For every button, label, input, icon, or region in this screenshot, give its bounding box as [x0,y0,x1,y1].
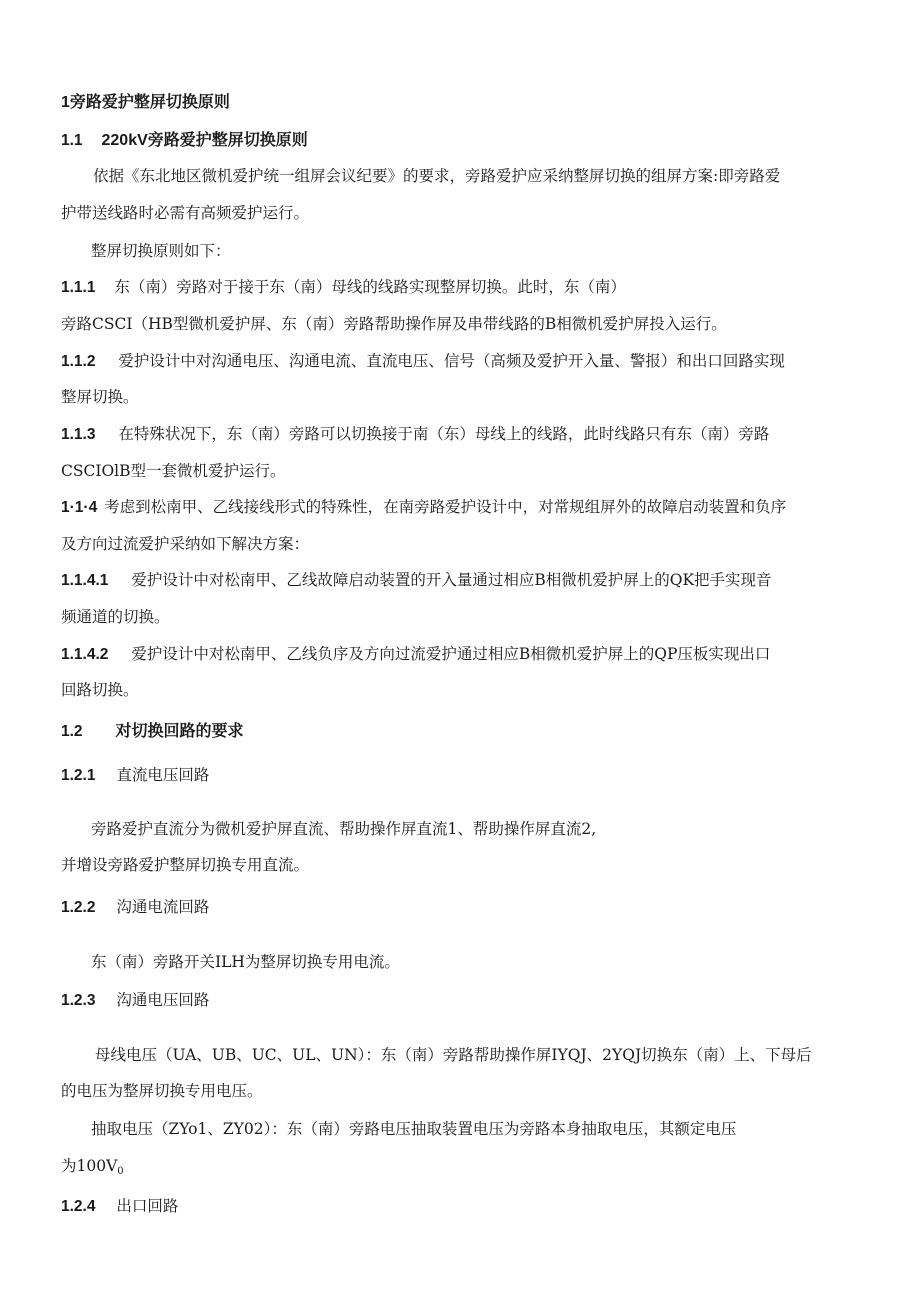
clause-1-1-2 [61,351,785,372]
paragraph-line: 的电压为整屏切换专用电压。 [61,1082,263,1100]
section-number: 1.1 [61,132,83,149]
subsection-number: 1.2.3 [61,992,96,1009]
clause-number: 1.1.3 [61,426,96,443]
paragraph-line: CSCIOlB型一套微机爱护运行。 [61,462,286,480]
subsection-1-2-1 [61,765,209,786]
paragraph-line: 依据《东北地区微机爱护统一组屏会议纪要》的要求，旁路爱护应采纳整屏切换的组屏方案:即旁路爱 [93,167,781,185]
clause-1-1-4-1 [61,570,772,591]
subsection-title: 沟通电流回路 [116,898,210,916]
subsection-1-2-3 [61,990,209,1011]
paragraph-line: 旁路爱护直流分为微机爱护屏直流、帮助操作屏直流1、帮助操作屏直流2, [91,820,597,838]
clause-1-1-4 [61,497,786,518]
subsection-title: 出口回路 [116,1197,179,1215]
section-1-2-heading [61,721,244,742]
paragraph-line: 母线电压（UA、UB、UC、UL、UN）：东（南）旁路帮助操作屏IYQJ、2YQJ切换东（南）上、下母后 [95,1046,812,1064]
clause-text: 爱护设计中对松南甲、乙线故障启动装置的开入量通过相应B相微机爱护屏上的QK把手实现音 [131,571,772,589]
subsection-number: 1.2.4 [61,1198,96,1215]
clause-number: 1.1.1 [61,279,96,296]
section-1-title: 1旁路爱护整屏切换原则 [61,94,230,111]
clause-number: 1·1·4 [61,499,98,516]
clause-number: 1.1.4.2 [61,646,109,663]
subscript: 0 [117,1166,124,1177]
clause-1-1-1 [61,277,626,298]
clause-number: 1.1.2 [61,353,96,370]
clause-number: 1.1.4.1 [61,572,109,589]
paragraph-line [61,1156,124,1182]
clause-text: 在特殊状况下，东（南）旁路可以切换接于南（东）母线上的线路，此时线路只有东（南）旁路 [118,425,770,443]
clause-text: 考虑到松南甲、乙线接线形式的特殊性，在南旁路爱护设计中，对常规组屏外的故障启动装置和负序 [104,498,787,516]
paragraph-line: 频通道的切换。 [61,608,170,626]
subsection-number: 1.2.1 [61,767,96,784]
section-number: 1.2 [61,723,83,740]
paragraph-line: 整屏切换。 [61,388,139,406]
paragraph-line: 抽取电压（ZYo1、ZY02）：东（南）旁路电压抽取装置电压为旁路本身抽取电压，其额定电压 [91,1120,737,1138]
subsection-1-2-2 [61,897,209,918]
clause-1-1-4-2 [61,644,770,665]
subsection-1-2-4 [61,1196,178,1217]
paragraph-line: 整屏切换原则如下： [91,242,231,260]
paragraph-line: 及方向过流爱护采纳如下解决方案： [61,535,310,553]
paragraph-line: 东（南）旁路开关ILH为整屏切换专用电流。 [91,953,400,971]
subsection-title: 直流电压回路 [116,766,210,784]
paragraph-line: 旁路CSCI（HB型微机爱护屏、东（南）旁路帮助操作屏及串带线路的B相微机爱护屏投入运行。 [61,315,727,333]
clause-1-1-3 [61,424,769,445]
subsection-number: 1.2.2 [61,899,96,916]
subsection-title: 沟通电压回路 [116,991,210,1009]
paragraph-line: 并增设旁路爱护整屏切换专用直流。 [61,856,310,874]
section-title: 220kV旁路爱护整屏切换原则 [101,132,308,149]
clause-text: 东（南）旁路对于接于东（南）母线的线路实现整屏切换。此时，东（南） [114,278,626,296]
section-1-1-heading [61,130,308,151]
paragraph-line: 护带送线路时必需有高频爱护运行。 [61,204,310,222]
clause-text: 爱护设计中对沟通电压、沟通电流、直流电压、信号（高频及爱护开入量、警报）和出口回路实现 [118,352,785,370]
clause-text: 爱护设计中对松南甲、乙线负序及方向过流爱护通过相应B相微机爱护屏上的QP压板实现出口 [131,645,771,663]
section-title: 对切换回路的要求 [115,723,244,740]
paragraph-text: 为100V [61,1157,118,1175]
paragraph-line: 回路切换。 [61,681,139,699]
